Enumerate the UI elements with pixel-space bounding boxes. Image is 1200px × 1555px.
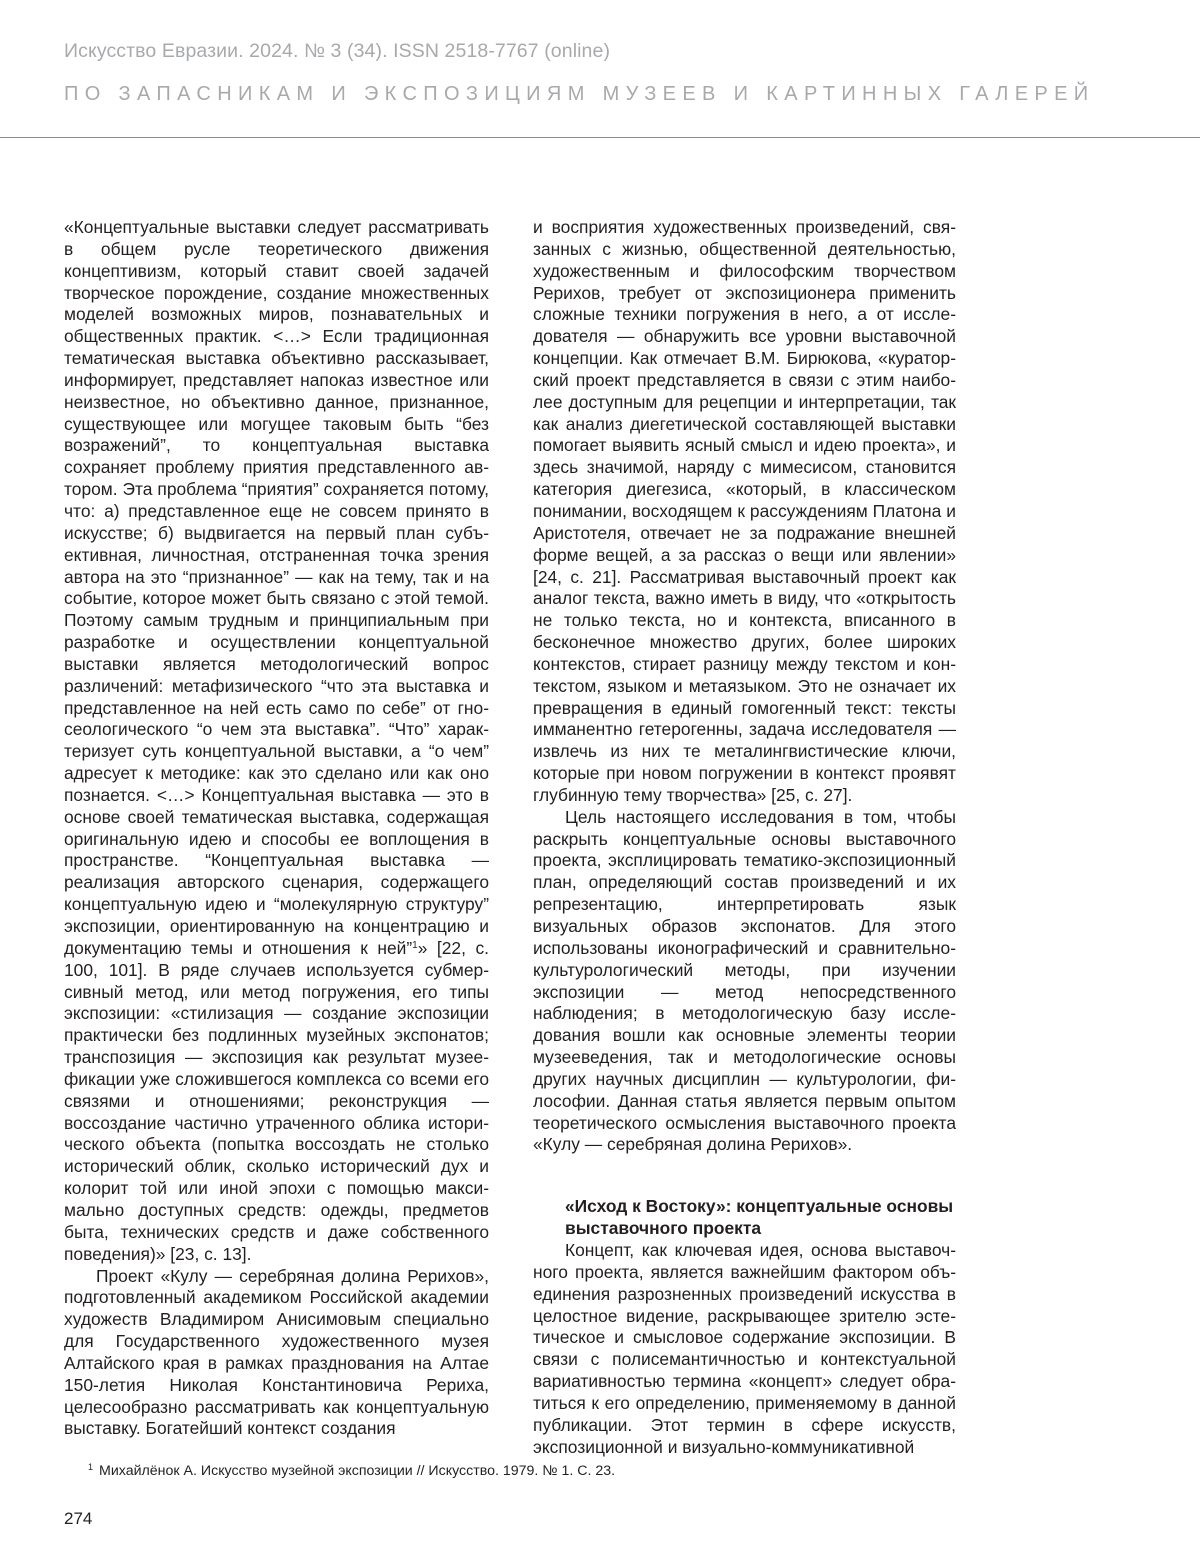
quote-text-part-2: » [22, с. 100, 101]. В ряде случаев используется субмерсивный метод, или метод погружения, его типы экспозиции: «стилизация — создание экспозиции практически без подлинных музейных экспонатов; транспозиция — экспозиция как результат музеефикации уже сложившегося комплекса со всеми его связями и отношениями; реконструкция — воссоздание частично утраченного облика исторического объекта (попытка воссоздать не столько исторический облик, сколько исторический дух и колорит той или иной эпохи с помощью максимально доступных средств: одежды, предметов быта, технических средств и даже собственного поведения)» [23, с. 13].	[64, 937, 490, 1264]
paragraph-concept: Концепт, как ключевая идея, основа выставочного проекта, является важнейшим фактором объединения разрозненных произведений искусства в целостное видение, раскрывающее зрителю эстетическое и смысловое содержание экспозиции. В связи с полисемантичностью и контекстуальной вариативностью термина «концепт» следует обратиться к его определению, применяемому в данной публикации. Этот термин в сфере искусств, экспозиционной и визуально-коммуникативной	[533, 1239, 956, 1457]
section-subheading: «Исход к Востоку»: концептуальные основы выставочного проекта	[565, 1196, 954, 1239]
footnote-number: 1	[88, 1462, 94, 1472]
left-text-column	[64, 217, 489, 1440]
page-number: 274	[64, 1509, 93, 1528]
section-title: ПО ЗАПАСНИКАМ И ЭКСПОЗИЦИЯМ МУЗЕЕВ И КАРТИННЫХ ГАЛЕРЕЙ	[64, 83, 1095, 105]
paragraph-project: Проект «Кулу — серебряная долина Рерихов», подготовленный академиком Российской академии художеств Владимиром Анисимовым специально для Государственного художественного музея Алтайского края в рамках празднования на Алтае 150-летия Николая Константиновича Рериха, целесообразно рассматривать как концептуальную выставку. Богатейший контекст создания	[64, 1265, 489, 1439]
paragraph-continuation: и восприятия художественных произведений, связанных с жизнью, общественной деятельностью, художественным и философским творчеством Рерихов, требует от экспозиционера применить сложные техники погружения в него, а от исследователя — обнаружить все уровни выставочной концепции. Как отмечает В.М. Бирюкова, «кураторский проект представляется в связи с этим наиболее доступным для рецепции и интерпретации, так как анализ диегетической составляющей выставки помогает выявить ясный смысл и идею проекта», и здесь значимой, наряду с мимесисом, становится категория диегезиса, «который, в классическом понимании, восходящем к рассуждениям Платона и Аристотеля, отвечает не за подражание внешней форме вещей, а за рассказ о вещи или явлении» [24, с. 21]. Рассматривая выставочный проект как аналог текста, важно иметь в виду, что «открытость не только текста, но и контекста, вписанного в бесконечное множество других, более широких контекстов, стирает разницу между текстом и контекстом, языком и метаязыком. Это не означает их превращения в единый гомогенный текст: тексты имманентно гетерогенны, задача исследователя — извлечь из них те металингвистические ключи, которые при новом погружении в контекст проявят глубинную тему творчества» [25, с. 27].	[533, 217, 956, 805]
paragraph-research-goal: Цель настоящего исследования в том, чтобы раскрыть концептуальные основы выставочного проекта, эксплицировать тематико-экспозиционный план, определяющий состав произведений и их репрезентацию, интерпретировать язык визуальных образов экспонатов. Для этого использованы иконографический и сравнительно-культурологический методы, при изучении экспозиции — метод непосредственного наблюдения; в методологическую базу исследования вошли как основные элементы теории музееведения, так и методологические основы других научных дисциплин — культурологии, философии. Данная статья является первым опытом теоретического осмысления выставочного проекта «Кулу — серебряная долина Рерихов».	[533, 806, 956, 1155]
quote-text-part-1: «Концептуальные выставки следует рассматривать в общем русле теоретического движения концептивизм, который ставит своей задачей творческое порождение, создание множественных моделей возможных миров, познавательных и общественных практик. <…> Если традиционная тематическая выставка объективно рассказывает, информирует, представляет напоказ известное или неизвестное, но объективно данное, признанное, существующее или могущее таковым быть “без возражений”, то концептуальная выставка сохраняет проблему приятия представленного автором. Эта проблема “приятия” сохраняется потому, что: а) представленное еще не совсем принято в искусстве; б) выдвигается на первый план субъективная, личностная, отстраненная точка зрения автора на это “признанное” — как на тему, так и на событие, которое может быть связано с этой темой. Поэтому самым трудным и принципиальным при разработке и осуществлении концептуальной выставки является методологический вопрос различений: метафизического “что эта выставка и представленное на ней есть само по себе” от гносеологического “о чем эта выставка”. “Что” характеризует суть концептуальной выставки, а “о чем” адресует к методике: как это сделано или как оно познается. <…> Концептуальная выставка — это в основе своей тематическая выставка, содержащая оригинальную идею и способы ее воплощения в пространстве. “Концептуальная выставка — реализация авторского сценария, содержащего концептуальную идею и “молекулярную структуру” экспозиции, ориентированную на концентрацию и документацию темы и отношения к ней”	[64, 217, 489, 958]
footnote-reference[interactable]: 1	[412, 939, 418, 951]
right-text-column	[533, 217, 956, 1458]
header-divider	[0, 137, 1200, 138]
footnote-text: Михайлёнок А. Искусство музейной экспозиции // Искусство. 1979. № 1. С. 23.	[99, 1463, 616, 1479]
journal-running-head: Искусство Евразии. 2024. № 3 (34). ISSN 2518-7767 (online)	[64, 40, 611, 62]
paragraph-quote	[64, 217, 489, 1266]
footnote	[88, 1463, 615, 1479]
